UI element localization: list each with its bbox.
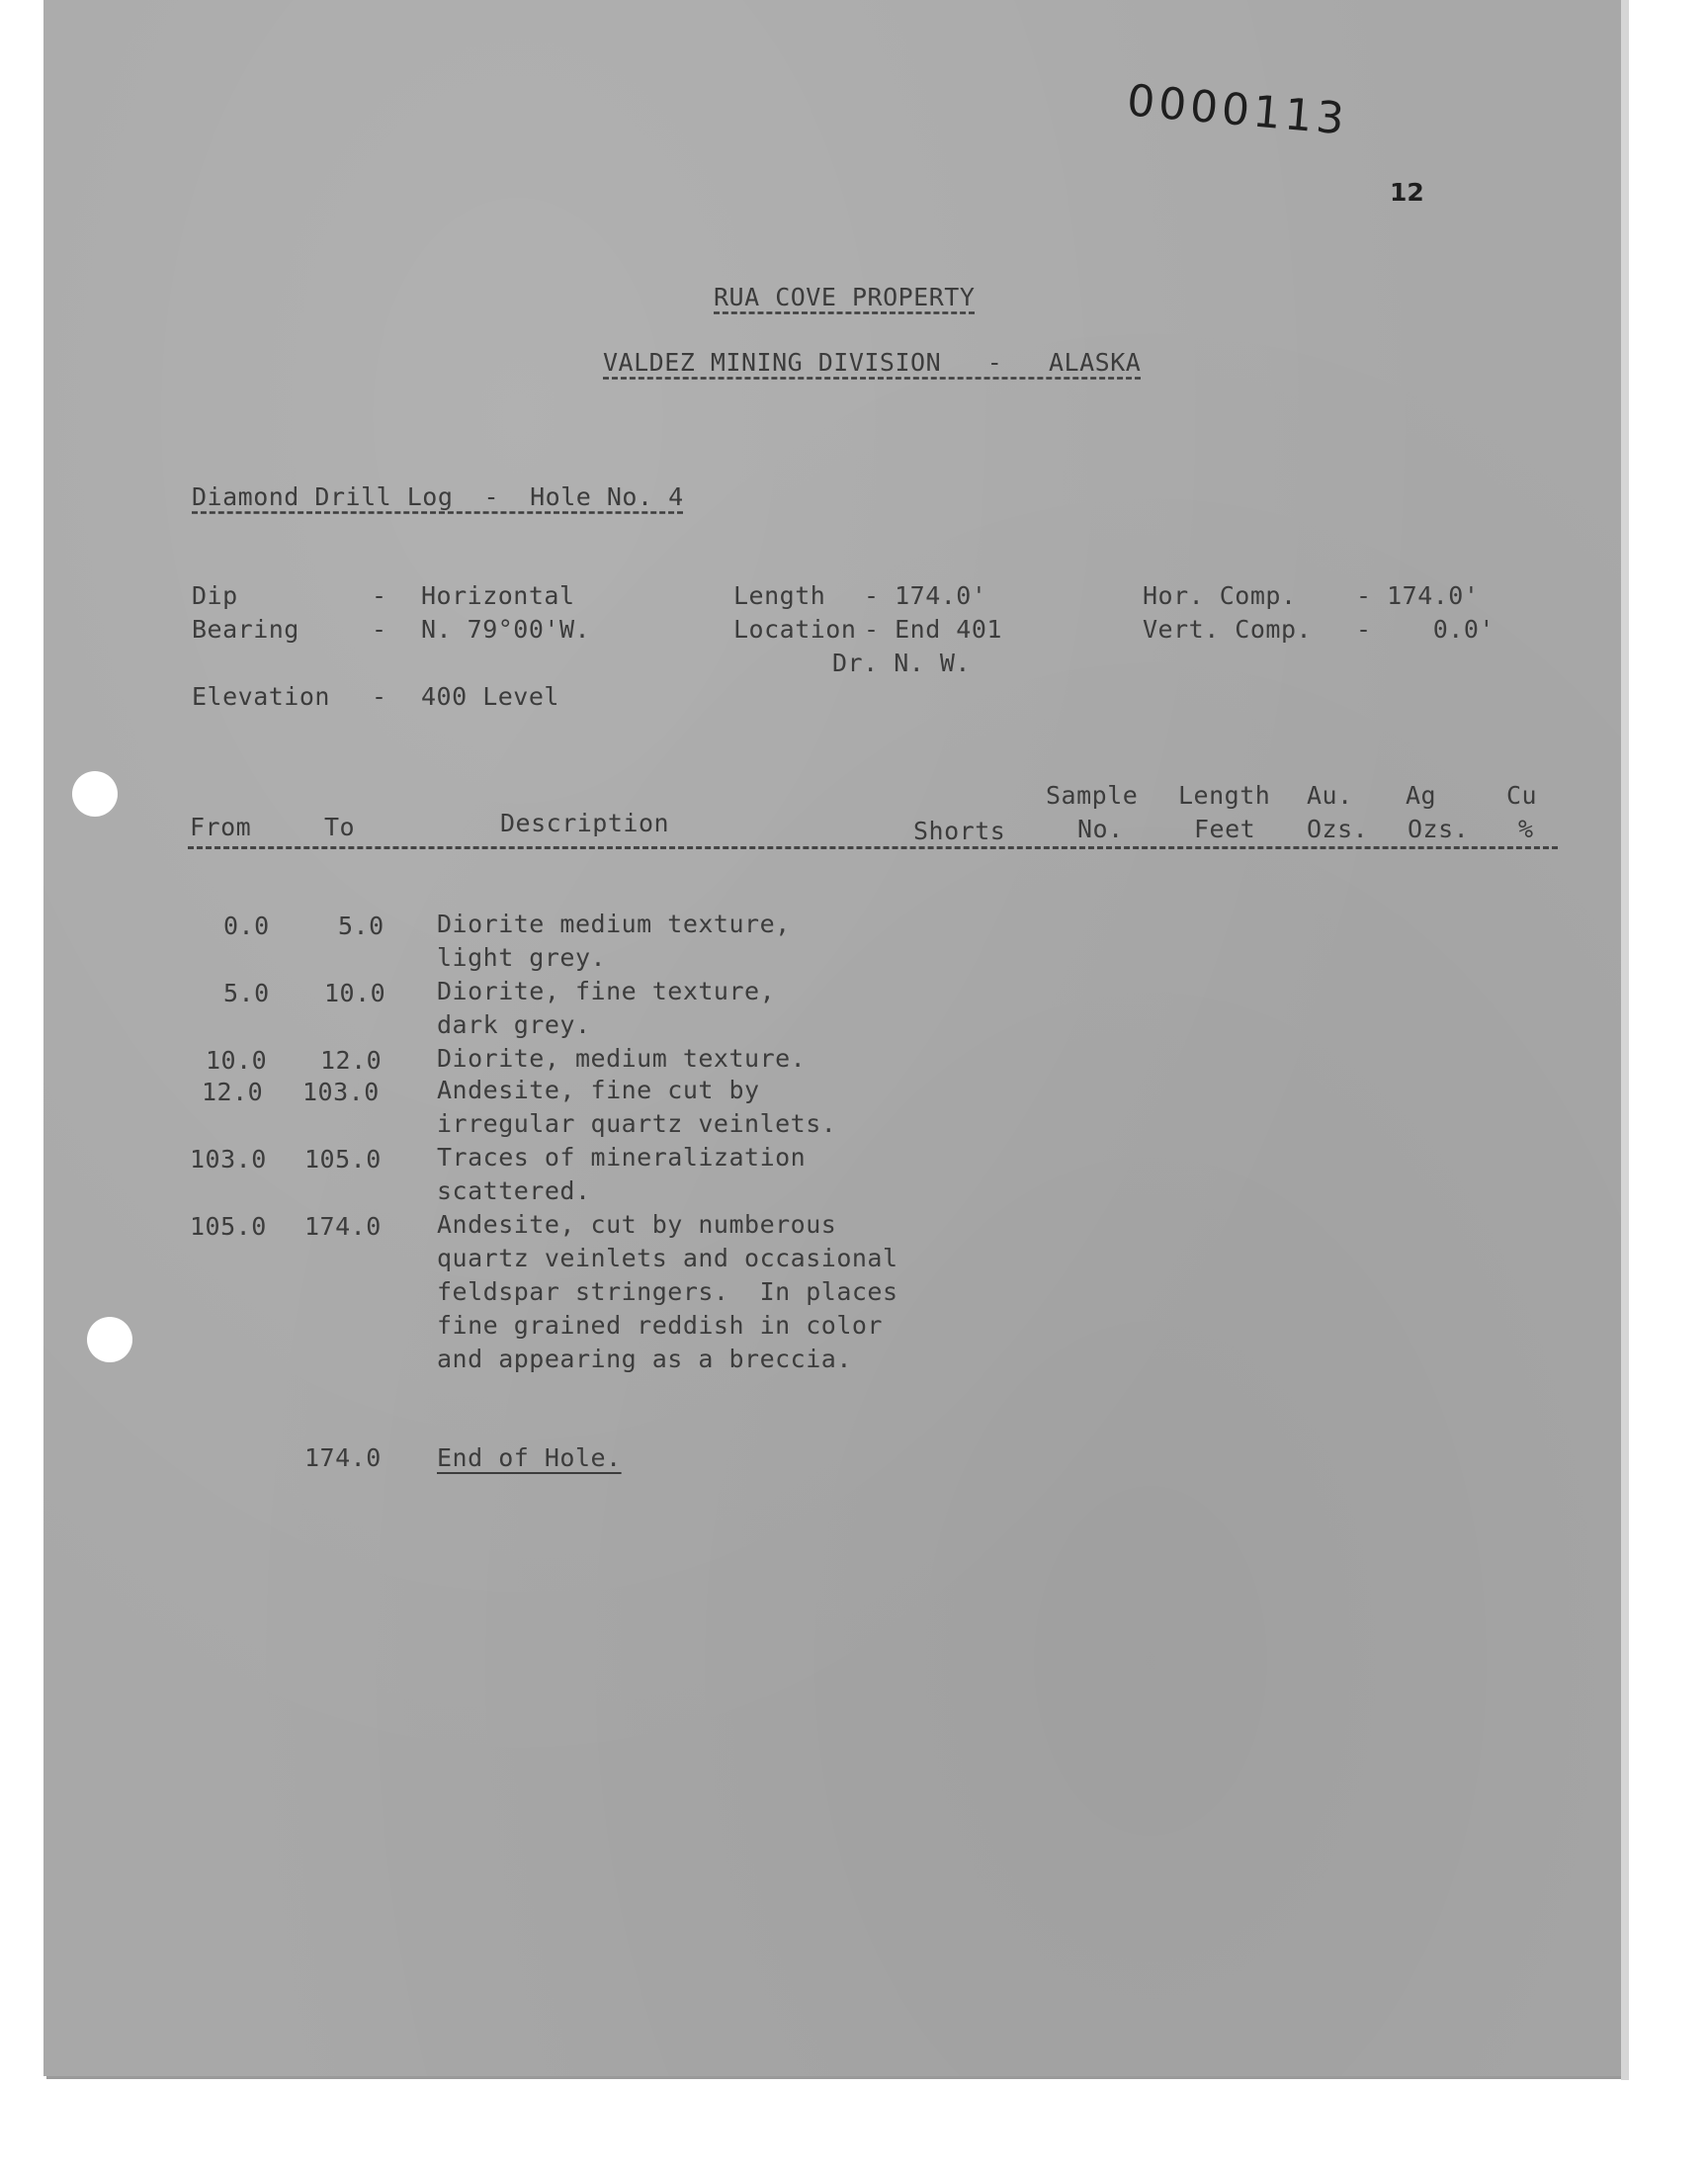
- row-to: 10.0: [324, 979, 386, 1007]
- row-from: 103.0: [190, 1145, 267, 1174]
- col-au-top: Au.: [1307, 781, 1353, 810]
- hor-comp-value: - 174.0': [1356, 581, 1480, 610]
- dip-value: Horizontal: [421, 581, 575, 610]
- page-number: 12: [1390, 178, 1424, 207]
- row-to: 103.0: [302, 1078, 380, 1106]
- elevation-label: Elevation: [192, 682, 330, 711]
- stamp-number: 0000113: [1125, 75, 1350, 145]
- end-description: End of Hole.: [437, 1443, 622, 1472]
- col-au-bottom: Ozs.: [1307, 815, 1369, 843]
- location-value: - End 401: [864, 615, 1002, 644]
- col-cu-bottom: %: [1518, 815, 1534, 843]
- row-to: 5.0: [338, 912, 384, 940]
- col-cu-top: Cu: [1506, 781, 1538, 810]
- row-description: Diorite, medium texture.: [437, 1044, 807, 1073]
- col-from: From: [190, 813, 252, 841]
- elevation-value: 400 Level: [421, 682, 559, 711]
- bearing-label: Bearing: [192, 615, 299, 644]
- log-title: Diamond Drill Log - Hole No. 4: [192, 482, 684, 511]
- col-ag-top: Ag: [1406, 781, 1437, 810]
- col-length-bottom: Feet: [1194, 815, 1256, 843]
- row-from: 12.0: [202, 1078, 264, 1106]
- row-description: Andesite, cut by numberous quartz veinlets and occasional feldspar stringers. In places fine grained reddish in color and appearing as a breccia.: [437, 1210, 898, 1373]
- bearing-dash: -: [372, 615, 387, 644]
- page-edge: [1621, 0, 1629, 2080]
- row-description: Andesite, fine cut by irregular quartz veinlets.: [437, 1076, 837, 1138]
- col-ag-bottom: Ozs.: [1408, 815, 1470, 843]
- row-to: 12.0: [320, 1046, 383, 1075]
- col-sample-top: Sample: [1046, 781, 1139, 810]
- hor-comp-label: Hor. Comp.: [1143, 581, 1297, 610]
- vert-comp-label: Vert. Comp.: [1143, 615, 1313, 644]
- row-to: 174.0: [304, 1212, 382, 1241]
- punch-hole-top: [72, 771, 118, 817]
- dip-dash: -: [372, 581, 387, 610]
- row-description: Diorite medium texture, light grey.: [437, 910, 791, 972]
- length-label: Length: [733, 581, 826, 610]
- col-to: To: [324, 813, 356, 841]
- row-from: 5.0: [223, 979, 270, 1007]
- dip-label: Dip: [192, 581, 238, 610]
- row-description: Diorite, fine texture, dark grey.: [437, 977, 776, 1039]
- row-from: 10.0: [206, 1046, 268, 1075]
- col-description: Description: [500, 809, 670, 837]
- elevation-dash: -: [372, 682, 387, 711]
- vert-comp-value: - 0.0': [1356, 615, 1494, 644]
- punch-hole-bottom: [87, 1317, 132, 1362]
- location-value-2: Dr. N. W.: [832, 649, 971, 677]
- title-property: RUA COVE PROPERTY: [714, 283, 976, 311]
- header-rule: [188, 846, 1558, 849]
- title-division: VALDEZ MINING DIVISION - ALASKA: [603, 348, 1142, 377]
- col-shorts: Shorts: [913, 817, 1006, 845]
- row-from: 0.0: [223, 912, 270, 940]
- length-value: - 174.0': [864, 581, 987, 610]
- row-from: 105.0: [190, 1212, 267, 1241]
- col-sample-bottom: No.: [1077, 815, 1124, 843]
- row-to: 105.0: [304, 1145, 382, 1174]
- document-page: [43, 0, 1625, 2076]
- row-description: Traces of mineralization scattered.: [437, 1143, 807, 1205]
- col-length-top: Length: [1178, 781, 1271, 810]
- bearing-value: N. 79°00'W.: [421, 615, 591, 644]
- location-label: Location: [733, 615, 857, 644]
- end-to: 174.0: [304, 1443, 382, 1472]
